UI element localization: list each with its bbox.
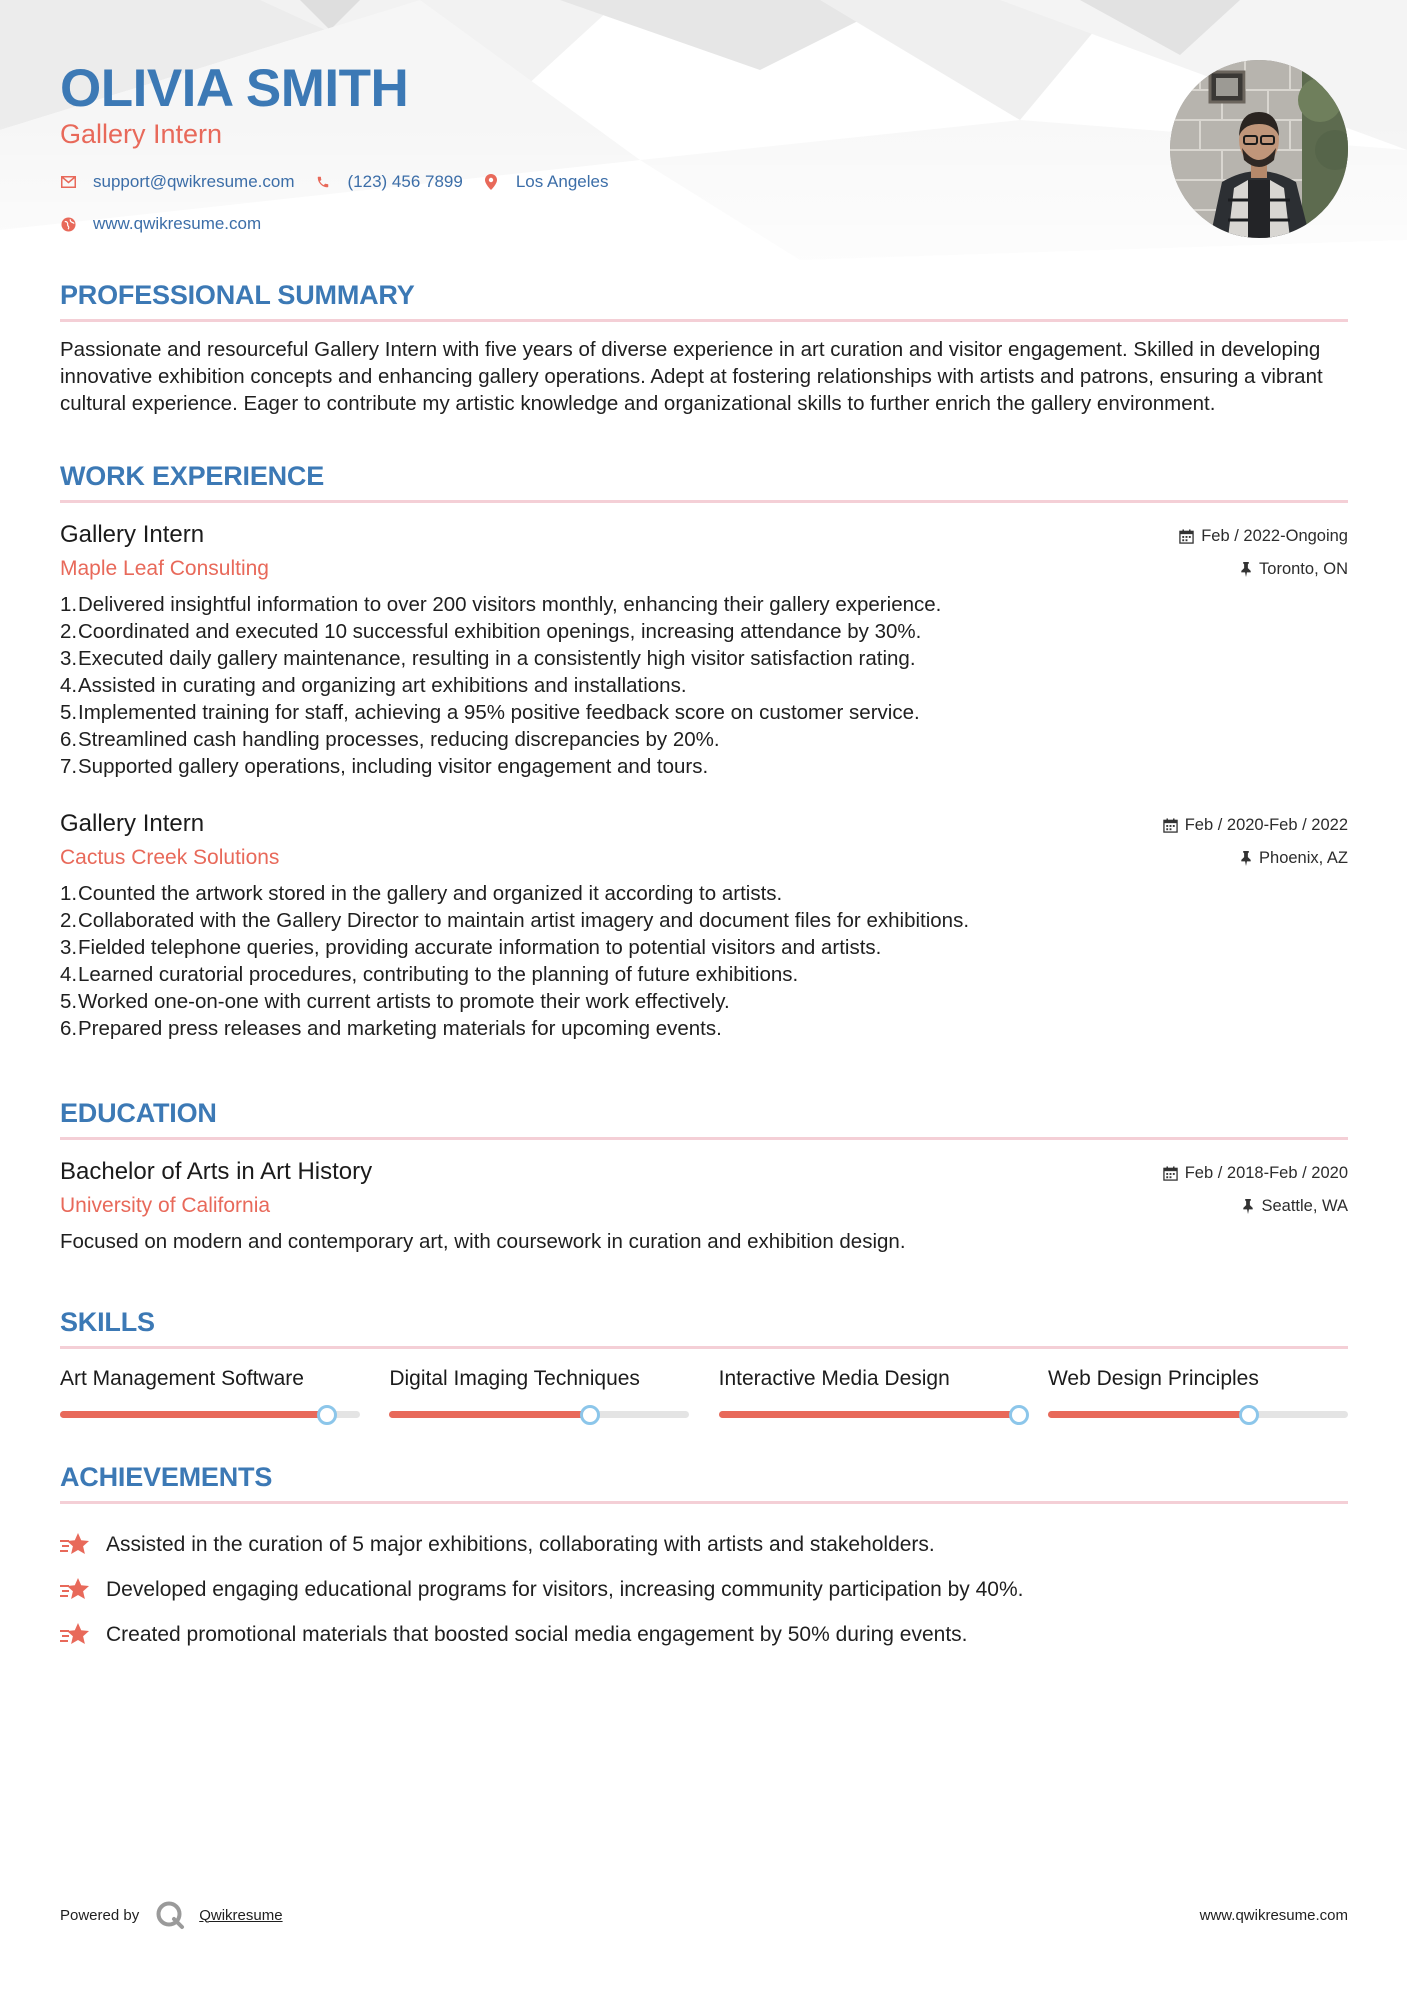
job-title: Gallery Intern	[60, 521, 205, 548]
list-item: 1. Delivered insightful information to over 200 visitors monthly, enhancing their gallery experience.	[60, 593, 942, 616]
job-company: Maple Leaf Consulting	[60, 557, 269, 580]
education-entry	[60, 1158, 1348, 1255]
phone-icon	[315, 174, 331, 190]
skill-level-knob	[580, 1405, 600, 1425]
section-divider	[60, 319, 1348, 322]
list-item: 4. Assisted in curating and organizing art exhibitions and installations.	[60, 674, 687, 697]
list-item	[60, 1522, 1348, 1567]
section-divider	[60, 1346, 1348, 1349]
job-header	[60, 521, 1348, 581]
map-pin-icon	[483, 174, 499, 190]
calendar-icon	[1179, 529, 1194, 544]
calendar-icon	[1163, 1166, 1178, 1181]
job-meta	[1179, 521, 1348, 579]
skill-level-bar	[60, 1411, 360, 1418]
list-item: 3. Executed daily gallery maintenance, resulting in a consistently high visitor satisfaction rating.	[60, 647, 916, 670]
pushpin-icon	[1240, 562, 1252, 577]
job-header	[60, 810, 1348, 870]
job-dates: Feb / 2022-Ongoing	[1201, 527, 1348, 545]
education-section	[60, 1098, 1348, 1255]
job-dates: Feb / 2020-Feb / 2022	[1184, 816, 1348, 834]
skill-level-bar	[389, 1411, 689, 1418]
job-title: Gallery Intern	[60, 810, 205, 837]
contact-location	[483, 172, 609, 192]
contact-phone[interactable]	[315, 172, 463, 192]
star-icon	[60, 1532, 90, 1558]
powered-by	[60, 1900, 283, 1930]
candidate-photo	[1170, 60, 1348, 238]
contact-row-website	[60, 214, 281, 234]
skill-name: Interactive Media Design	[718, 1367, 950, 1390]
skill-level-knob	[1009, 1405, 1029, 1425]
job-location: Phoenix, AZ	[1259, 849, 1348, 867]
job-meta	[1163, 810, 1348, 868]
powered-by-label: Powered by	[60, 1906, 140, 1924]
education-description: Focused on modern and contemporary art, with coursework in curation and exhibition design.	[60, 1230, 906, 1253]
job-company: Cactus Creek Solutions	[60, 846, 280, 869]
list-item	[60, 1567, 1348, 1612]
skills-heading: SKILLS	[60, 1307, 155, 1337]
school: University of California	[60, 1194, 271, 1217]
skill-item	[389, 1367, 689, 1418]
achievement-text: Developed engaging educational programs for visitors, increasing community participation by 40%.	[106, 1577, 1024, 1601]
list-item: 6. Prepared press releases and marketing materials for upcoming events.	[60, 1017, 722, 1040]
section-divider	[60, 1501, 1348, 1504]
email-text[interactable]: support@qwikresume.com	[93, 172, 295, 191]
achievements-list	[60, 1522, 1348, 1657]
section-divider	[60, 500, 1348, 503]
skill-item	[719, 1367, 1019, 1418]
star-icon	[60, 1622, 90, 1648]
education-meta	[1163, 1158, 1348, 1216]
list-item: 4. Learned curatorial procedures, contributing to the planning of future exhibitions.	[60, 963, 799, 986]
resume-header	[60, 0, 1348, 270]
achievement-text: Assisted in the curation of 5 major exhibitions, collaborating with artists and stakeholders.	[106, 1532, 935, 1556]
list-item: 3. Fielded telephone queries, providing accurate information to potential visitors and artists.	[60, 936, 882, 959]
skill-item	[1048, 1367, 1348, 1418]
education-header	[60, 1158, 1348, 1218]
page-footer	[60, 1900, 1348, 1930]
achievement-text: Created promotional materials that boosted social media engagement by 50% during events.	[106, 1622, 968, 1646]
job-entry	[60, 810, 1348, 1042]
phone-text[interactable]: (123) 456 7899	[347, 172, 463, 191]
achievements-heading: ACHIEVEMENTS	[60, 1462, 273, 1492]
job-bullets	[60, 591, 1348, 780]
skill-name: Art Management Software	[60, 1367, 304, 1390]
achievements-section	[60, 1462, 1348, 1657]
skills-section	[60, 1307, 1348, 1418]
resume-page	[60, 0, 1348, 1657]
experience-section	[60, 461, 1348, 1042]
education-location: Seattle, WA	[1261, 1197, 1348, 1215]
candidate-title: Gallery Intern	[60, 119, 223, 149]
list-item: 7. Supported gallery operations, including visitor engagement and tours.	[60, 755, 709, 778]
pushpin-icon	[1240, 851, 1252, 866]
contact-website[interactable]	[60, 214, 261, 234]
brand-link[interactable]: Qwikresume	[199, 1906, 283, 1924]
list-item: 5. Worked one-on-one with current artists to promote their work effectively.	[60, 990, 730, 1013]
list-item	[60, 1612, 1348, 1657]
skill-level-fill	[1048, 1411, 1249, 1418]
contact-email[interactable]	[60, 172, 295, 192]
summary-section	[60, 280, 1348, 417]
skill-item	[60, 1367, 360, 1418]
website-text[interactable]: www.qwikresume.com	[93, 214, 262, 233]
footer-url[interactable]: www.qwikresume.com	[1199, 1906, 1348, 1924]
summary-text: Passionate and resourceful Gallery Intern with five years of diverse experience in art curation and visitor engagement. Skilled in developing innovative exhibition concepts and enhancing gallery operations. Adept at fostering relationships with artists and patrons, ensuring a vibrant cultural experience. Eager to contribute my artistic knowledge and organizational skills to further enrich the gallery environment.	[60, 338, 1323, 415]
job-entry	[60, 521, 1348, 780]
contact-row	[60, 172, 628, 192]
degree: Bachelor of Arts in Art History	[60, 1158, 373, 1185]
skill-level-knob	[317, 1405, 337, 1425]
qwikresume-logo-icon	[155, 1900, 185, 1930]
list-item: 2. Collaborated with the Gallery Director to maintain artist imagery and document files for exhibitions.	[60, 909, 970, 932]
star-icon	[60, 1577, 90, 1603]
skill-level-knob	[1239, 1405, 1259, 1425]
skill-level-fill	[60, 1411, 327, 1418]
skill-level-bar	[719, 1411, 1019, 1418]
globe-icon	[60, 216, 76, 232]
skill-name: Digital Imaging Techniques	[389, 1367, 640, 1390]
experience-heading: WORK EXPERIENCE	[60, 461, 325, 491]
list-item: 6. Streamlined cash handling processes, reducing discrepancies by 20%.	[60, 728, 720, 751]
summary-heading: PROFESSIONAL SUMMARY	[60, 280, 415, 310]
calendar-icon	[1163, 818, 1178, 833]
job-bullets	[60, 880, 1348, 1042]
education-heading: EDUCATION	[60, 1098, 217, 1128]
education-dates: Feb / 2018-Feb / 2020	[1184, 1164, 1348, 1182]
location-text: Los Angeles	[515, 172, 609, 191]
skill-name: Web Design Principles	[1047, 1367, 1259, 1390]
envelope-icon	[60, 174, 76, 190]
section-divider	[60, 1137, 1348, 1140]
pushpin-icon	[1242, 1199, 1254, 1214]
list-item: 2. Coordinated and executed 10 successful exhibition openings, increasing attendance by 30%.	[60, 620, 922, 643]
job-location: Toronto, ON	[1259, 560, 1348, 578]
skill-level-fill	[719, 1411, 1019, 1418]
skills-list	[60, 1367, 1348, 1418]
candidate-name: OLIVIA SMITH	[60, 59, 409, 118]
list-item: 5. Implemented training for staff, achieving a 95% positive feedback score on customer service.	[60, 701, 920, 724]
skill-level-fill	[389, 1411, 590, 1418]
list-item: 1. Counted the artwork stored in the gallery and organized it according to artists.	[60, 882, 783, 905]
skill-level-bar	[1048, 1411, 1348, 1418]
